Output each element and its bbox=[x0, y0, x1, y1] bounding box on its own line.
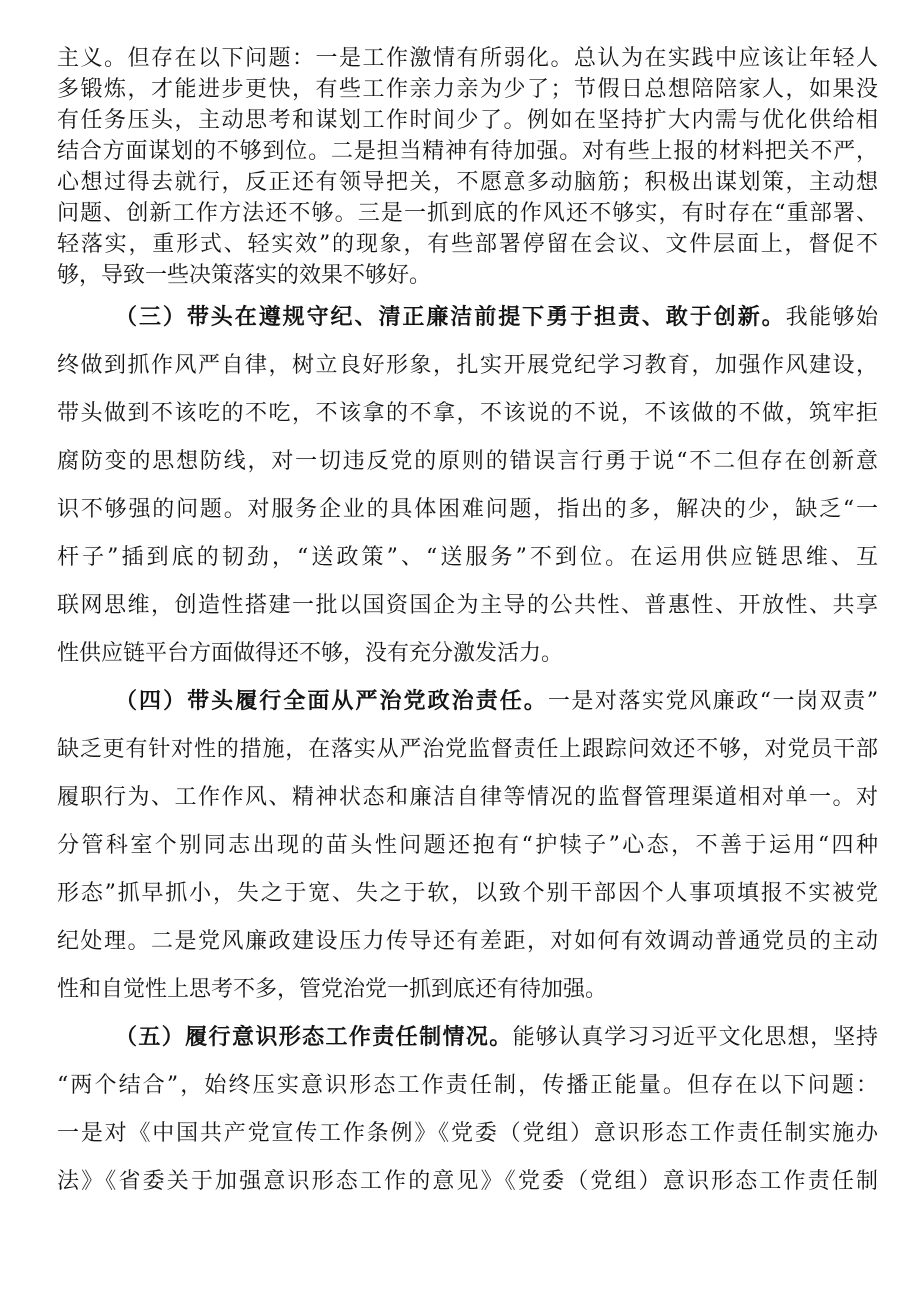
text-line: 问题、创新工作方法还不够。三是一抓到底的作风还不够实，有时存在“重部署、 bbox=[57, 201, 878, 226]
text-run: 一是对落实党风廉政“一岗双责” bbox=[547, 689, 878, 714]
text-line: 性供应链平台方面做得还不够，没有充分激发活力。 bbox=[57, 641, 564, 666]
text-line: 终做到抓作风严自律，树立良好形象，扎实开展党纪学习教育，加强作风建设， bbox=[57, 353, 878, 378]
text-line: 带头做到不该吃的不吃，不该拿的不拿，不该说的不说，不该做的不做，筑牢拒 bbox=[57, 401, 878, 426]
text-line: 有任务压头，主动思考和谋划工作时间少了。例如在坚持扩大内需与优化供给相 bbox=[57, 108, 878, 133]
text-line: 性和自觉性上思考不多，管党治党一抓到底还有待加强。 bbox=[57, 977, 608, 1002]
text-line: 心想过得去就行，反正还有领导把关，不愿意多动脑筋；积极出谋划策，主动想 bbox=[57, 170, 878, 195]
section-heading: （三）带头在遵规守纪、清正廉洁前提下勇于担责、敢于创新。 bbox=[115, 305, 786, 330]
document-body bbox=[57, 43, 878, 1206]
text-line: “两个结合”，始终压实意识形态工作责任制，传播正能量。但存在以下问题： bbox=[57, 1073, 878, 1098]
text-line bbox=[57, 294, 878, 342]
section-heading: （五）履行意识形态工作责任制情况。 bbox=[115, 1025, 513, 1050]
text-line: 缺乏更有针对性的措施，在落实从严治党监督责任上跟踪问效还不够，对党员干部 bbox=[57, 737, 878, 762]
text-line: 主义。但存在以下问题：一是工作激情有所弱化。总认为在实践中应该让年轻人 bbox=[57, 46, 878, 71]
text-line: 多锻炼，才能进步更快，有些工作亲力亲为少了；节假日总想陪陪家人，如果没 bbox=[57, 77, 878, 102]
text-line: 纪处理。二是党风廉政建设压力传导还有差距，对如何有效调动普通党员的主动 bbox=[57, 929, 878, 954]
text-line: 履职行为、工作作风、精神状态和廉洁自律等情况的监督管理渠道相对单一。对 bbox=[57, 785, 878, 810]
text-line: 结合方面谋划的不够到位。二是担当精神有待加强。对有些上报的材料把关不严， bbox=[57, 139, 878, 164]
text-line bbox=[57, 1014, 878, 1062]
text-line: 分管科室个别同志出现的苗头性问题还抱有“护犊子”心态，不善于运用“四种 bbox=[57, 833, 878, 858]
text-line: 法》《省委关于加强意识形态工作的意见》《党委（党组）意识形态工作责任制 bbox=[57, 1169, 878, 1194]
text-line: 腐防变的思想防线，对一切违反党的原则的错误言行勇于说“不二但存在创新意 bbox=[57, 449, 878, 474]
text-run: 能够认真学习习近平文化思想，坚持 bbox=[512, 1025, 878, 1050]
section-heading: （四）带头履行全面从严治党政治责任。 bbox=[115, 689, 548, 714]
paragraph-continuation bbox=[57, 43, 878, 291]
paragraph-section-5 bbox=[57, 1014, 878, 1206]
text-line: 联网思维，创造性搭建一批以国资国企为主导的公共性、普惠性、开放性、共享 bbox=[57, 593, 878, 618]
text-line: 杆子”插到底的韧劲，“送政策”、“送服务”不到位。在运用供应链思维、互 bbox=[57, 545, 878, 570]
text-line: 形态”抓早抓小，失之于宽、失之于软，以致个别干部因个人事项填报不实被党 bbox=[57, 881, 878, 906]
text-line bbox=[57, 678, 878, 726]
text-line: 一是对《中国共产党宣传工作条例》《党委（党组）意识形态工作责任制实施办 bbox=[57, 1121, 878, 1146]
text-run: 我能够始 bbox=[785, 305, 878, 330]
text-line: 轻落实，重形式、轻实效”的现象，有些部署停留在会议、文件层面上，督促不 bbox=[57, 232, 878, 257]
text-line: 识不够强的问题。对服务企业的具体困难问题，指出的多，解决的少，缺乏“一 bbox=[57, 497, 878, 522]
paragraph-section-3 bbox=[57, 294, 878, 678]
paragraph-section-4 bbox=[57, 678, 878, 1014]
text-line: 够，导致一些决策落实的效果不够好。 bbox=[57, 263, 432, 288]
